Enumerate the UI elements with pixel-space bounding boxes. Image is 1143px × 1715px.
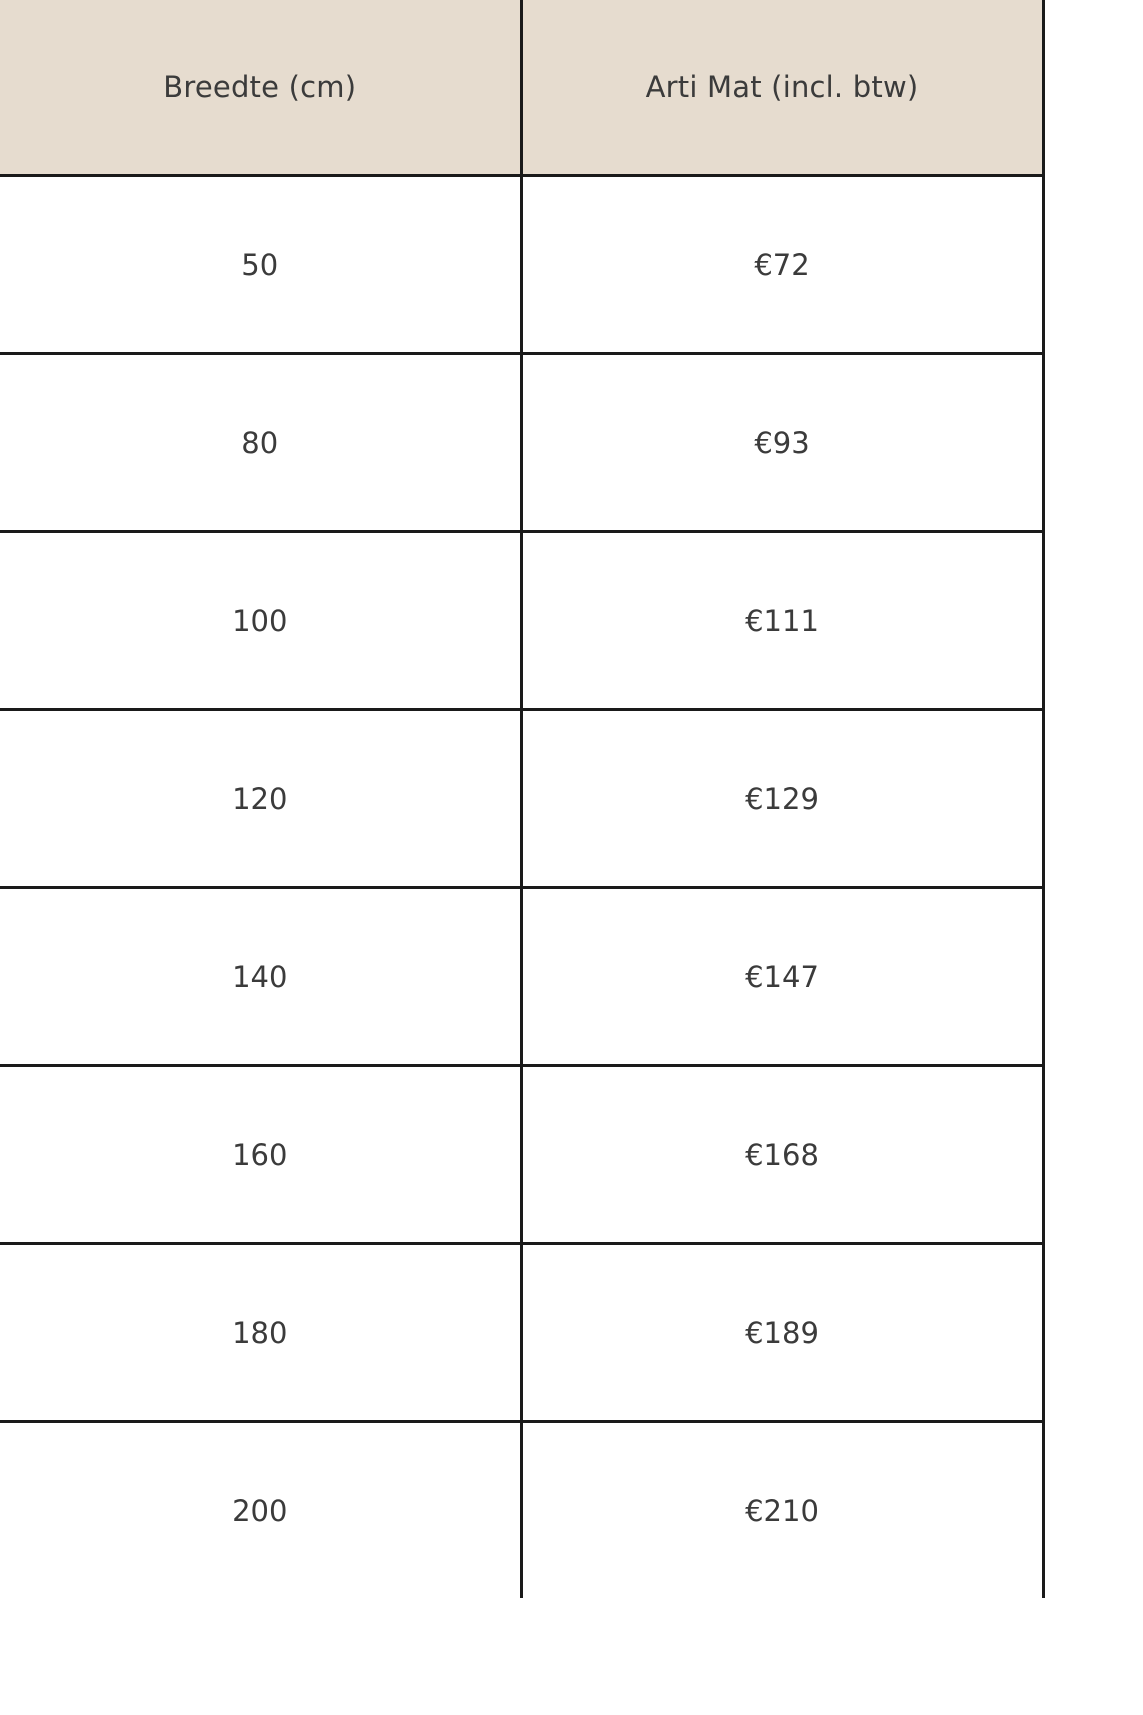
table-row [0,1422,1043,1599]
table-row [0,176,1043,354]
cell-breedte: 80 [0,354,521,532]
column-header-prijs: Arti Mat (incl. btw) [521,0,1043,176]
cell-prijs: €210 [521,1422,1043,1599]
cell-breedte: 140 [0,888,521,1066]
column-header-breedte: Breedte (cm) [0,0,521,176]
cell-breedte: 100 [0,532,521,710]
cell-prijs: €189 [521,1244,1043,1422]
table-row [0,710,1043,888]
cell-breedte: 160 [0,1066,521,1244]
cell-prijs: €129 [521,710,1043,888]
cell-breedte: 50 [0,176,521,354]
table-row [0,532,1043,710]
cell-breedte: 120 [0,710,521,888]
cell-prijs: €72 [521,176,1043,354]
table-header [0,0,1043,176]
table-row [0,1244,1043,1422]
cell-prijs: €111 [521,532,1043,710]
table-header-row [0,0,1043,176]
cell-prijs: €93 [521,354,1043,532]
cell-breedte: 180 [0,1244,521,1422]
table-body [0,176,1043,1599]
cell-breedte: 200 [0,1422,521,1599]
table-row [0,1066,1043,1244]
table-row [0,888,1043,1066]
cell-prijs: €168 [521,1066,1043,1244]
table-row [0,354,1043,532]
cell-prijs: €147 [521,888,1043,1066]
